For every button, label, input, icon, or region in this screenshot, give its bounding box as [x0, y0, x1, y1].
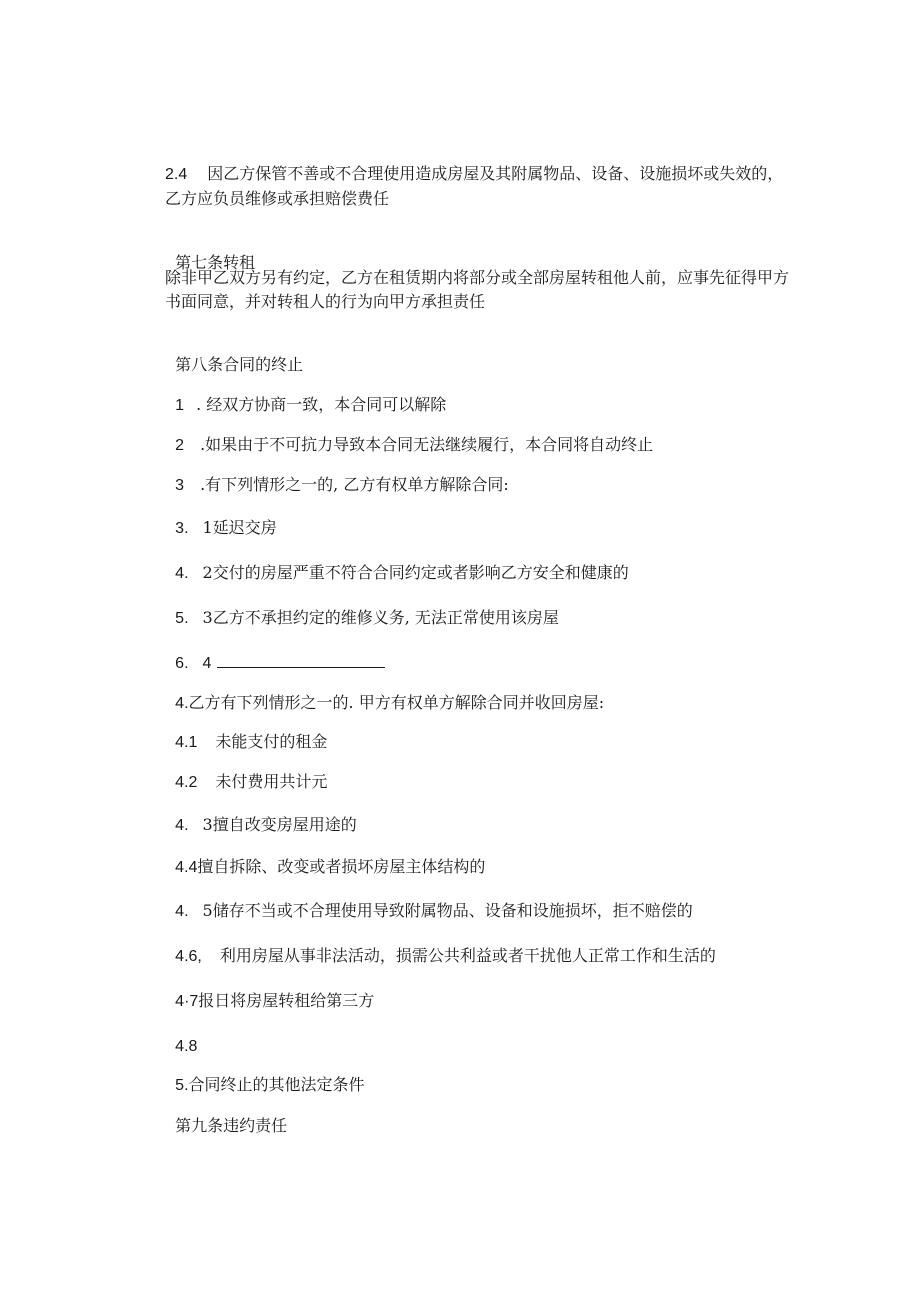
list-item-4-7	[165, 965, 374, 1014]
item-text: 3乙方不承担约定的维修义务, 无法正常使用该房屋	[202, 608, 559, 627]
item-text: 1延迟交房	[202, 518, 277, 537]
item-number: 4.	[175, 903, 189, 920]
item-text: 4	[202, 655, 212, 672]
list-item-4-5	[165, 875, 693, 924]
list-item-4-2b	[165, 746, 327, 795]
item-text: 未付费用共计元	[215, 772, 328, 791]
item-number: 4.	[175, 817, 189, 834]
item-number: 5.	[175, 1077, 189, 1094]
list-item-4-4	[165, 831, 485, 880]
item-text: 利用房屋从事非法活动，损需公共利益或者干扰他人正常工作和生活的	[219, 946, 716, 965]
paragraph-text: 除非甲乙双方另有约定，乙方在租赁期内将部分或全部房屋转租他人前，应事先征得甲方书面同意，并对转租人的行为向甲方承担责任	[165, 268, 790, 311]
item-number: 6.	[175, 655, 189, 672]
heading-text: 第八条合同的终止	[175, 355, 304, 374]
item-text: 3擅自改变房屋用途的	[202, 815, 357, 834]
item-number: 1	[175, 397, 185, 414]
item-number: 4·7	[175, 993, 199, 1010]
item-text: 报日将房屋转租给第三方	[198, 991, 375, 1010]
item-text: .如果由于不可抗力导致本合同无法继续履行，本合同将自动终止	[200, 435, 654, 454]
heading-text: 第九条违约责任	[175, 1116, 288, 1135]
list-item-3-1	[165, 492, 277, 541]
list-item-5-3	[165, 582, 559, 631]
item-text: 5储存不当或不合理使用导致附属物品、设备和设施损坏，拒不赔偿的	[202, 901, 693, 920]
item-text: 合同终止的其他法定条件	[188, 1075, 365, 1094]
item-text: .有下列情形之一的, 乙方有权单方解除合同:	[200, 475, 509, 494]
article-7-body	[165, 266, 797, 314]
item-text: 2交付的房屋严重不符合合同约定或者影响乙方安全和健康的	[202, 563, 629, 582]
item-number: 4.	[175, 565, 189, 582]
item-number: 4.	[175, 695, 189, 712]
clause-2-4	[165, 162, 797, 211]
item-number: 4.1	[175, 734, 198, 751]
fill-in-blank-line	[217, 653, 385, 668]
item-number: 4.6,	[175, 948, 202, 965]
clause-number: 2.4	[165, 166, 188, 183]
item-number: 3.	[175, 520, 189, 537]
item-number: 3	[175, 477, 185, 494]
item-text: 擅自拆除、改变或者损坏房屋主体结构的	[197, 857, 486, 876]
item-number: 4.8	[175, 1038, 198, 1055]
clause-text: 因乙方保管不善或不合理使用造成房屋及其附属物品、设备、设施损坏或失效的，乙方应负员维修或承担赔偿费任	[165, 164, 784, 208]
item-number: 4.4	[175, 859, 198, 876]
list-item-4-6	[165, 920, 716, 969]
heading-text: 第七条转租	[175, 253, 256, 272]
item-number: 2	[175, 437, 185, 454]
list-item-4-2	[165, 537, 629, 586]
list-item-3	[165, 449, 509, 498]
item-number: 4.2	[175, 774, 198, 791]
item-text: . 经双方协商一致，本合同可以解除	[196, 395, 447, 414]
item-text: 未能支付的租金	[215, 732, 328, 751]
item-number: 5.	[175, 610, 189, 627]
article-9-heading	[165, 1090, 287, 1138]
item-text: 乙方有下列情形之一的. 甲方有权单方解除合同并收回房屋:	[188, 693, 605, 712]
